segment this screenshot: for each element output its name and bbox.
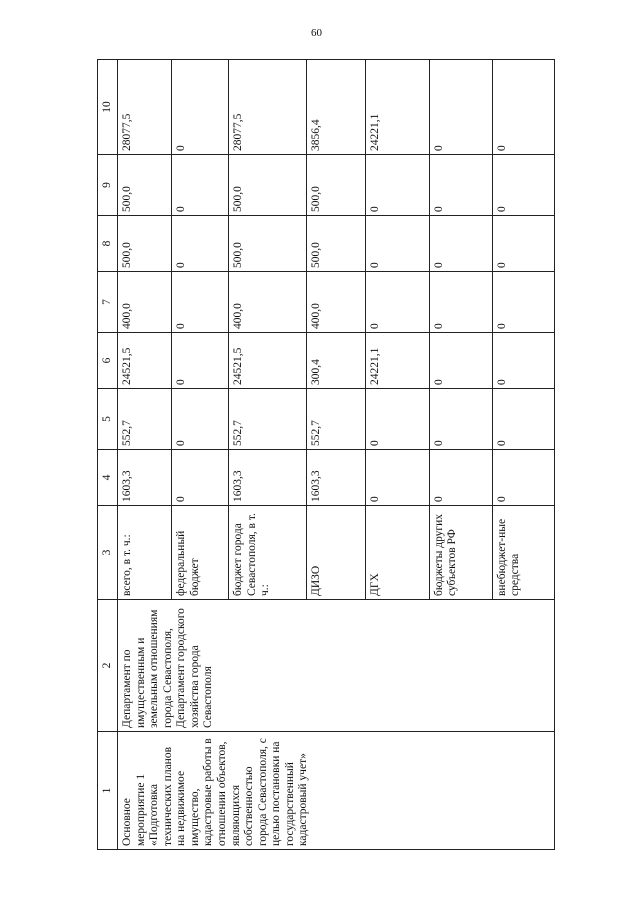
header-cell: 7 (98, 272, 118, 333)
value-cell: 0 (365, 216, 429, 272)
value-cell: 0 (492, 155, 554, 216)
value-cell: 0 (492, 333, 554, 389)
funding-table (97, 59, 555, 850)
value-cell: 24521,5 (118, 333, 172, 389)
value-cell: 0 (429, 450, 492, 506)
source-cell: федеральный бюджет (172, 506, 229, 600)
value-cell: 0 (172, 450, 229, 506)
value-cell: 0 (429, 389, 492, 450)
value-cell: 0 (172, 155, 229, 216)
header-cell: 10 (98, 60, 118, 155)
header-cell: 5 (98, 389, 118, 450)
value-cell: 1603,3 (307, 450, 365, 506)
header-cell: 8 (98, 216, 118, 272)
value-cell: 300,4 (307, 333, 365, 389)
value-cell: 0 (429, 333, 492, 389)
value-cell: 0 (365, 389, 429, 450)
value-cell: 0 (429, 155, 492, 216)
value-cell: 500,0 (118, 155, 172, 216)
value-cell: 0 (429, 272, 492, 333)
header-cell: 9 (98, 155, 118, 216)
source-cell: ДИЗО (307, 506, 365, 600)
value-cell: 28077,5 (229, 60, 307, 155)
value-cell: 0 (492, 272, 554, 333)
value-cell: 0 (492, 60, 554, 155)
value-cell: 0 (429, 60, 492, 155)
value-cell: 24521,5 (229, 333, 307, 389)
source-cell: всего, в т. ч.: (118, 506, 172, 600)
value-cell: 0 (492, 389, 554, 450)
value-cell: 1603,3 (118, 450, 172, 506)
value-cell: 24221,1 (365, 60, 429, 155)
header-row (98, 60, 118, 850)
value-cell: 0 (172, 333, 229, 389)
value-cell: 552,7 (229, 389, 307, 450)
value-cell: 0 (429, 216, 492, 272)
page-number: 60 (311, 27, 322, 39)
value-cell: 500,0 (307, 216, 365, 272)
executor-cell: Департамент по имущественным и земельным отношениям города Севастополя, Департамент городского хозяйства города Севастополя (118, 600, 555, 732)
header-cell: 1 (98, 732, 118, 850)
value-cell: 0 (172, 272, 229, 333)
value-cell: 0 (172, 60, 229, 155)
source-cell: внебюджет-ные средства (492, 506, 554, 600)
value-cell: 500,0 (229, 216, 307, 272)
header-cell: 6 (98, 333, 118, 389)
header-cell: 3 (98, 506, 118, 600)
source-cell: ДГХ (365, 506, 429, 600)
measure-cell: Основное мероприятие 1 «Подготовка технических планов на недвижимое имущество, кадастровые работы в отношении объектов, являющихся собственностью города Севастополя, с целью постановки на государственный кадастровый учет» (118, 732, 555, 850)
header-cell: 4 (98, 450, 118, 506)
value-cell: 3856,4 (307, 60, 365, 155)
table-row (118, 60, 172, 850)
rotated-table-container (97, 60, 555, 850)
value-cell: 0 (365, 450, 429, 506)
value-cell: 28077,5 (118, 60, 172, 155)
value-cell: 400,0 (229, 272, 307, 333)
value-cell: 552,7 (118, 389, 172, 450)
value-cell: 0 (172, 216, 229, 272)
header-cell: 2 (98, 600, 118, 732)
value-cell: 0 (492, 450, 554, 506)
value-cell: 500,0 (118, 216, 172, 272)
table-rotation (97, 60, 555, 850)
value-cell: 24221,1 (365, 333, 429, 389)
value-cell: 0 (492, 216, 554, 272)
value-cell: 0 (365, 155, 429, 216)
value-cell: 552,7 (307, 389, 365, 450)
value-cell: 1603,3 (229, 450, 307, 506)
value-cell: 500,0 (307, 155, 365, 216)
source-cell: бюджет города Севастополя, в т. ч.: (229, 506, 307, 600)
value-cell: 500,0 (229, 155, 307, 216)
value-cell: 0 (365, 272, 429, 333)
source-cell: бюджеты других субъектов РФ (429, 506, 492, 600)
value-cell: 0 (172, 389, 229, 450)
value-cell: 400,0 (118, 272, 172, 333)
value-cell: 400,0 (307, 272, 365, 333)
